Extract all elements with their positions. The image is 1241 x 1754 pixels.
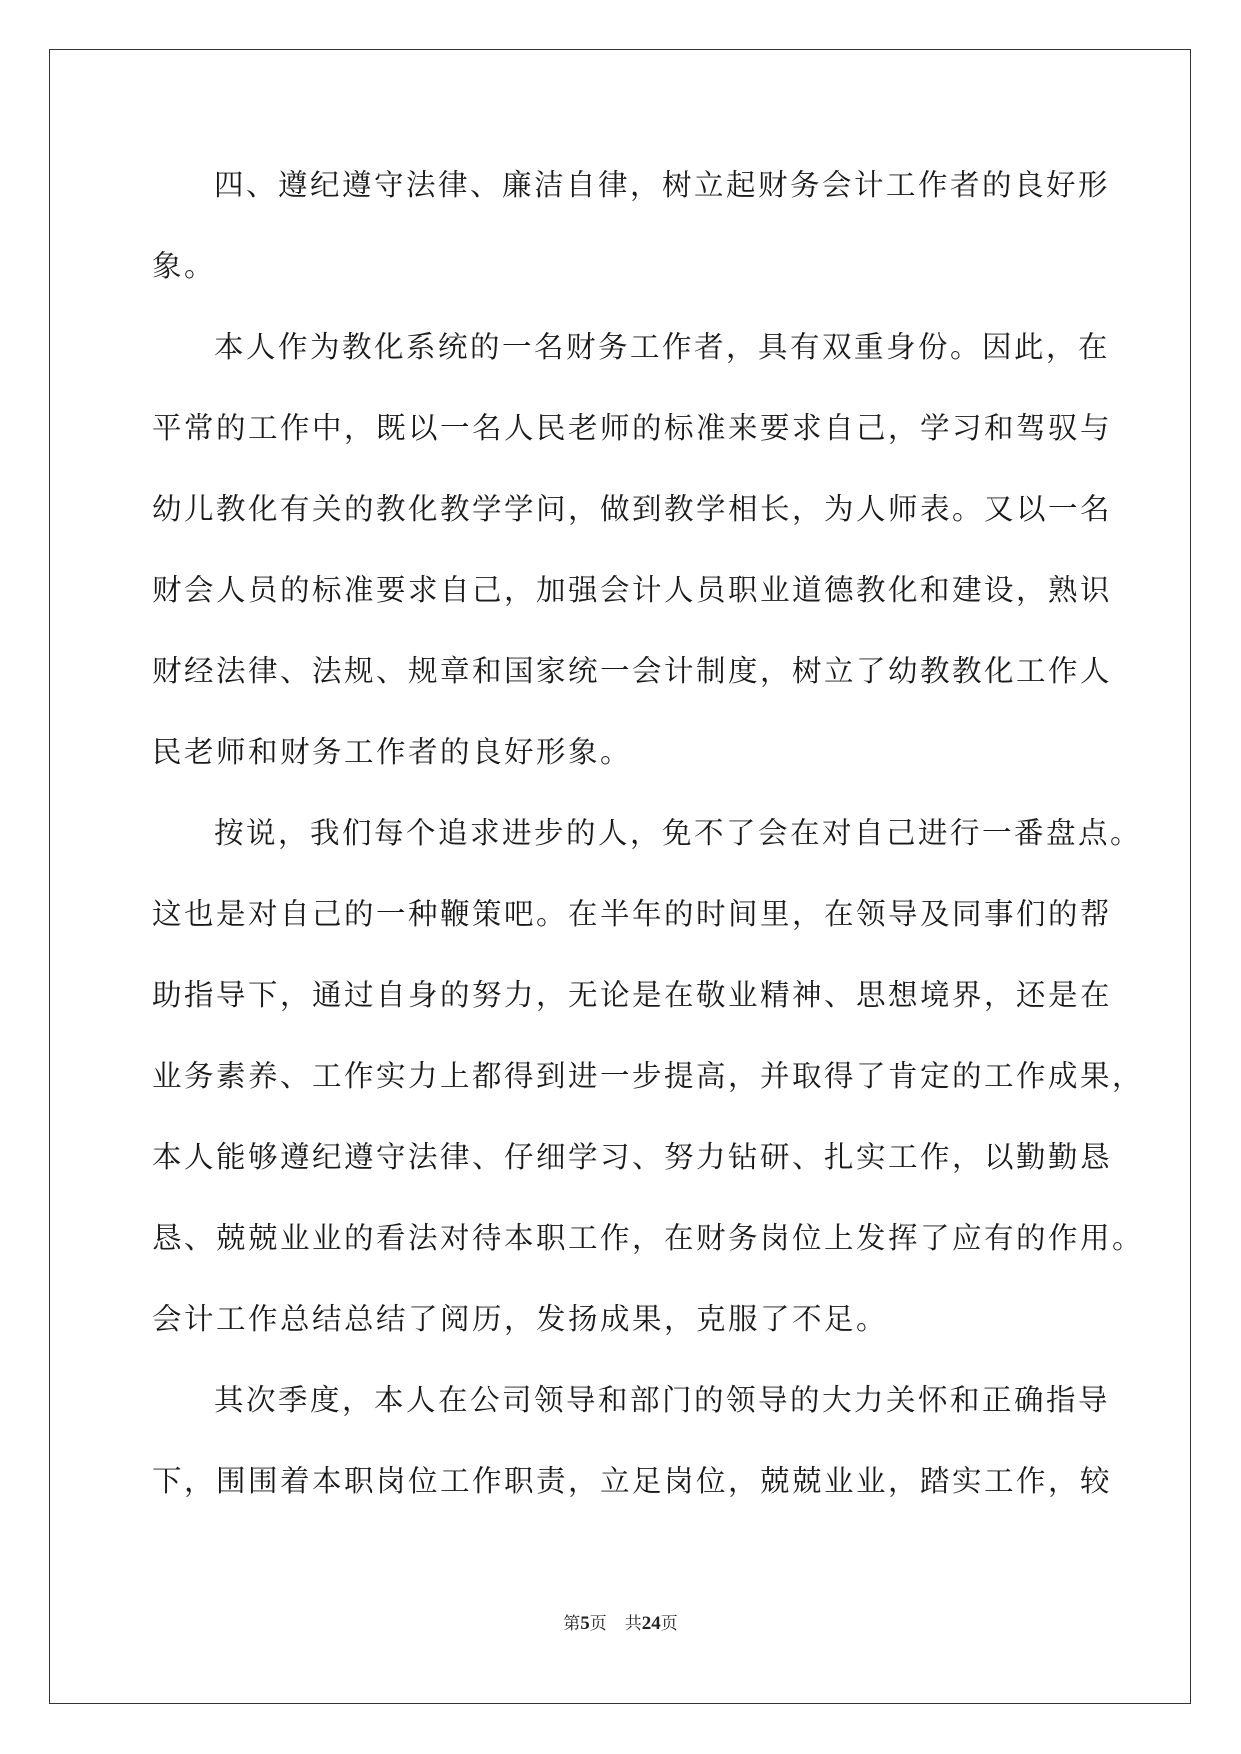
text-line: 幼儿教化有关的教化教学学问，做到教学相长，为人师表。又以一名 [152, 492, 1113, 526]
text-line: 本人能够遵纪遵守法律、仔细学习、努力钻研、扎实工作，以勤勤恳 [152, 1140, 1113, 1174]
text-line: 财会人员的标准要求自己，加强会计人员职业道德教化和建设，熟识 [152, 573, 1113, 607]
text-line: 按说，我们每个追求进步的人，免不了会在对自己进行一番盘点。 [214, 816, 1143, 850]
text-line: 恳、兢兢业业的看法对待本职工作，在财务岗位上发挥了应有的作用。 [152, 1221, 1145, 1255]
footer-total-unit: 页 [660, 1614, 678, 1634]
text-line: 平常的工作中，既以一名人民老师的标准来要求自己，学习和驾驭与 [152, 411, 1113, 445]
page-number: 5 [580, 1613, 590, 1634]
text-line: 下，围围着本职岗位工作职责，立足岗位，兢兢业业，踏实工作，较 [152, 1464, 1113, 1498]
document-body [152, 160, 1145, 1537]
text-line: 会计工作总结总结了阅历，发扬成果，克服了不足。 [152, 1302, 889, 1336]
text-line: 四、遵纪遵守法律、廉洁自律，树立起财务会计工作者的良好形 [214, 168, 1111, 202]
text-line: 这也是对自己的一种鞭策吧。在半年的时间里，在领导及同事们的帮 [152, 897, 1113, 931]
text-line: 业务素养、工作实力上都得到进一步提高，并取得了肯定的工作成果， [152, 1059, 1145, 1093]
total-pages: 24 [641, 1613, 661, 1634]
text-line: 其次季度，本人在公司领导和部门的领导的大力关怀和正确指导 [214, 1383, 1111, 1417]
text-line: 助指导下，通过自身的努力，无论是在敬业精神、思想境界，还是在 [152, 978, 1113, 1012]
text-line: 财经法律、法规、规章和国家统一会计制度，树立了幼教教化工作人 [152, 654, 1113, 688]
text-line: 本人作为教化系统的一名财务工作者，具有双重身份。因此，在 [214, 330, 1111, 364]
footer-page-unit: 页 [589, 1614, 607, 1634]
footer-prefix: 第 [563, 1614, 581, 1634]
page-footer [0, 1612, 1241, 1636]
footer-total-prefix: 共 [624, 1614, 642, 1634]
text-line: 民老师和财务工作者的良好形象。 [152, 735, 633, 769]
text-line: 象。 [152, 249, 217, 283]
